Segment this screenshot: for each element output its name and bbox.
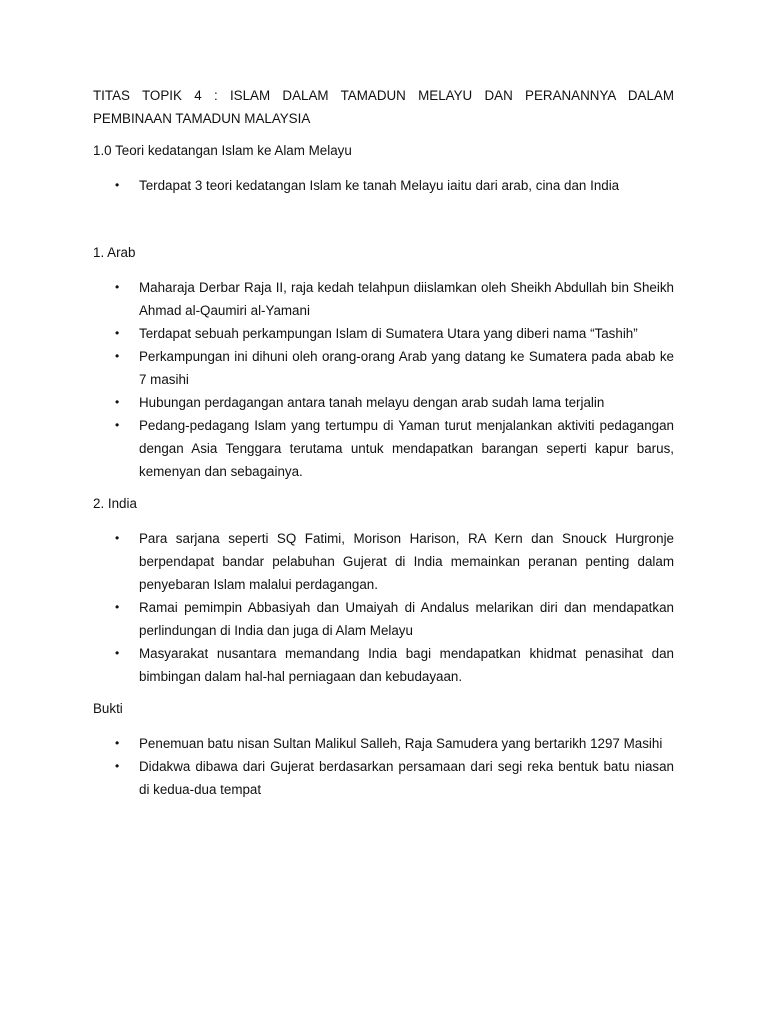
list-item (93, 642, 674, 688)
bullet-icon: • (115, 395, 120, 409)
bullet-icon: • (115, 349, 120, 363)
list-item-text: Hubungan perdagangan antara tanah melayu dengan arab sudah lama terjalin (139, 395, 605, 410)
list-item-text: Para sarjana seperti SQ Fatimi, Morison Harison, RA Kern dan Snouck Hurgronje berpendapat bandar pelabuhan Gujerat di India memainkan peranan penting dalam penyebaran Islam malalui perdagangan. (139, 531, 674, 592)
list-item-text: Penemuan batu nisan Sultan Malikul Salleh, Raja Samudera yang bertarikh 1297 Masihi (139, 736, 663, 751)
list-item-text: Perkampungan ini dihuni oleh orang-orang Arab yang datang ke Sumatera pada abab ke 7 masihi (139, 349, 674, 387)
bullet-icon: • (115, 531, 120, 545)
list-item-text: Masyarakat nusantara memandang India bagi mendapatkan khidmat penasihat dan bimbingan dalam hal-hal perniagaan dan kebudayaan. (139, 646, 674, 684)
document-page (93, 84, 674, 801)
list-item-text: Terdapat 3 teori kedatangan Islam ke tanah Melayu iaitu dari arab, cina dan India (139, 178, 620, 193)
section-heading-bukti: Bukti (93, 701, 123, 716)
bullet-list-bukti (93, 732, 674, 801)
bullet-list-arab (93, 276, 674, 483)
document-title-line-2: PEMBINAAN TAMADUN MALAYSIA (93, 111, 311, 126)
bullet-icon: • (115, 600, 120, 614)
list-item-text: Didakwa dibawa dari Gujerat berdasarkan persamaan dari segi reka bentuk batu niasan di kedua-dua tempat (139, 759, 674, 797)
bullet-icon: • (115, 736, 120, 750)
list-item (93, 414, 674, 483)
list-item-text: Terdapat sebuah perkampungan Islam di Sumatera Utara yang diberi nama “Tashih” (139, 326, 638, 341)
bullet-icon: • (115, 178, 120, 192)
section-heading-india: 2. India (93, 496, 137, 511)
section-heading-intro: 1.0 Teori kedatangan Islam ke Alam Melayu (93, 143, 352, 158)
list-item-text: Maharaja Derbar Raja II, raja kedah telahpun diislamkan oleh Sheikh Abdullah bin Sheikh Ahmad al-Qaumiri al-Yamani (139, 280, 674, 318)
bullet-icon: • (115, 759, 120, 773)
list-item (93, 755, 674, 801)
section-heading-arab: 1. Arab (93, 245, 136, 260)
document-title-line-1: TITAS TOPIK 4 : ISLAM DALAM TAMADUN MELAYU DAN PERANANNYA DALAM (93, 88, 674, 103)
bullet-icon: • (115, 646, 120, 660)
bullet-icon: • (115, 418, 120, 432)
list-item (93, 345, 674, 391)
list-item (93, 527, 674, 596)
list-item (93, 174, 674, 197)
list-item (93, 391, 674, 414)
bullet-icon: • (115, 326, 120, 340)
bullet-list-india (93, 527, 674, 688)
list-item (93, 322, 674, 345)
list-item (93, 732, 674, 755)
list-item-text: Pedang-pedagang Islam yang tertumpu di Yaman turut menjalankan aktiviti pedagangan dengan Asia Tenggara terutama untuk mendapatkan barangan seperti kapur barus, kemenyan dan sebagainya. (139, 418, 674, 479)
bullet-icon: • (115, 280, 120, 294)
list-item (93, 596, 674, 642)
bullet-list-intro (93, 174, 674, 197)
list-item (93, 276, 674, 322)
list-item-text: Ramai pemimpin Abbasiyah dan Umaiyah di Andalus melarikan diri dan mendapatkan perlindungan di India dan juga di Alam Melayu (139, 600, 674, 638)
